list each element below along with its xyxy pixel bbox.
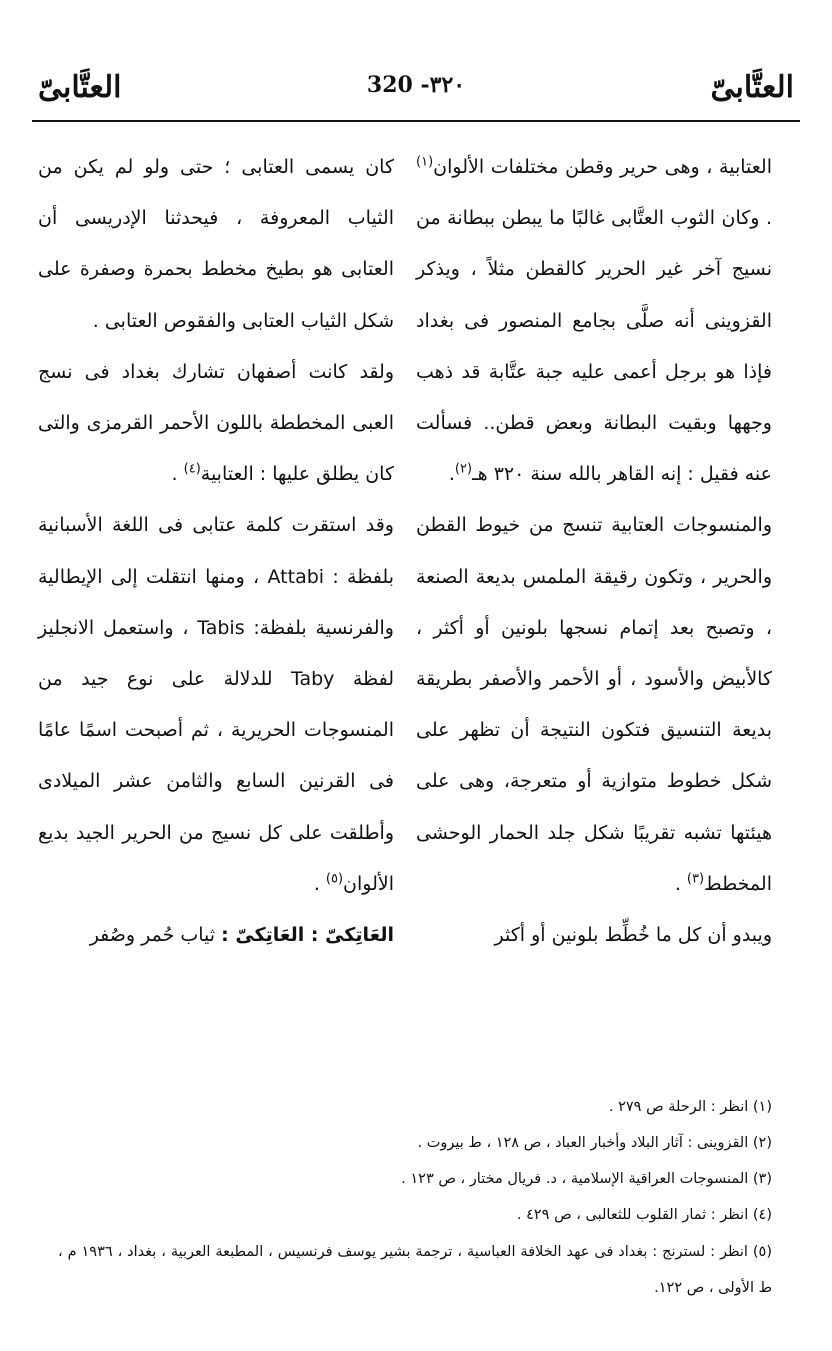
footnote-ref-5: (٥) xyxy=(325,871,344,887)
paragraph xyxy=(38,500,394,910)
footnote-ref-2: (٢) xyxy=(454,461,473,477)
footnote-ref-3: (٣) xyxy=(686,871,705,887)
text: العتابية ، وهى حرير وقطن مختلفات الألوان xyxy=(433,156,772,178)
paragraph: كان يسمى العتابى ؛ حتى ولو لم يكن من الثياب المعروفة ، فيحدثنا الإدريسى أن العتابى هو بطيخ مخطط بحمرة وصفرة على شكل الثياب العتابى والفقوص العتابى . xyxy=(38,156,394,332)
text: والمنسوجات العتابية تنسج من خيوط القطن والحرير ، وتكون رقيقة الملمس بديعة الصنعة ، وتصبح بعد إتمام نسجها بلونين أو أكثر ، كالأبيض والأسود ، أو الأحمر والأصفر بطريقة بديعة التنسيق فتكون النتيجة أن تظهر على شكل خطوط متوازية أو متعرجة، وهى على هيئتها تشبه تقريبًا شكل جلد الحمار الوحشى المخطط xyxy=(416,514,772,895)
running-title-left: العتَّابىّ xyxy=(38,70,122,105)
paragraph xyxy=(416,142,772,500)
footnote-1: (١) انظر : الرحلة ص ٢٧٩ . xyxy=(608,1099,772,1115)
entry-term: العَاتِكىّ : العَاتِكىّ : xyxy=(221,924,394,947)
text: . وكان الثوب العتَّابى غالبًا ما يبطن ببطانة من نسيج آخر غير الحرير كالقطن مثلاً ، ويذكر القزوينى أنه صلَّى بجامع المنصور فى بغداد فإذا هو برجل أعمى عليه جبة عتَّابة قد ذهب وجهها وبقيت البطانة وبعض قطن.. فسألت عنه فقيل : إنه القاهر بالله سنة ٣٢٠ هـ xyxy=(416,207,772,486)
page-header xyxy=(32,68,800,114)
header-rule xyxy=(32,120,800,122)
footnote-5: (٥) انظر : لسترنج : بغداد فى عهد الخلافة العباسية ، ترجمة بشير يوسف فرنسيس ، المطبعة العربية ، بغداد ، ١٩٣٦ م ، ط الأولى ، ص ١٢٢. xyxy=(58,1244,772,1296)
footnote-ref-1: (١) xyxy=(416,154,434,170)
running-title-right: العتَّابىّ xyxy=(710,70,794,105)
footnote-4: (٤) انظر : ثمار القلوب للثعالبى ، ص ٤٢٩ . xyxy=(516,1207,772,1223)
text: وقد استقرت كلمة عتابى فى اللغة الأسبانية بلفظة : Attabi ، ومنها انتقلت إلى الإيطالية والفرنسية بلفظة: Tabis ، واستعمل الانجليز لفظة Taby للدلالة على نوع جيد من المنسوجات الحريرية ، ثم أصبحت اسمًا عامًا فى القرنين السابع والثامن عشر الميلادى وأطلقت على كل نسيج من الحرير الجيد بديع الألوان xyxy=(38,514,395,895)
paragraph xyxy=(38,910,394,961)
right-column xyxy=(416,142,772,961)
footnote-3: (٣) المنسوجات العراقية الإسلامية ، د. فريال مختار ، ص ١٢٣ . xyxy=(401,1171,772,1187)
paragraph xyxy=(38,347,394,501)
text: . xyxy=(448,463,455,486)
text: . xyxy=(171,463,184,486)
footnotes xyxy=(58,1094,772,1316)
paragraph: ويبدو أن كل ما خُطِّط بلونين أو أكثر xyxy=(494,924,772,947)
footnote-ref-4: (٤) xyxy=(183,461,201,477)
left-column xyxy=(38,142,394,961)
text: . xyxy=(674,872,687,895)
text: . xyxy=(313,872,326,895)
footnote-2: (٢) القزوينى : آثار البلاد وأخبار العباد ، ص ١٢٨ ، ط بيروت . xyxy=(417,1135,772,1151)
text: ثياب حُمر وصُفر xyxy=(89,924,222,947)
page-number: 320 -٣٢٠ xyxy=(366,72,466,98)
paragraph xyxy=(416,500,772,910)
text: ولقد كانت أصفهان تشارك بغداد فى نسج العبى المخططة باللون الأحمر القرمزى والتى كان يطلق عليها : العتابية xyxy=(38,360,394,486)
